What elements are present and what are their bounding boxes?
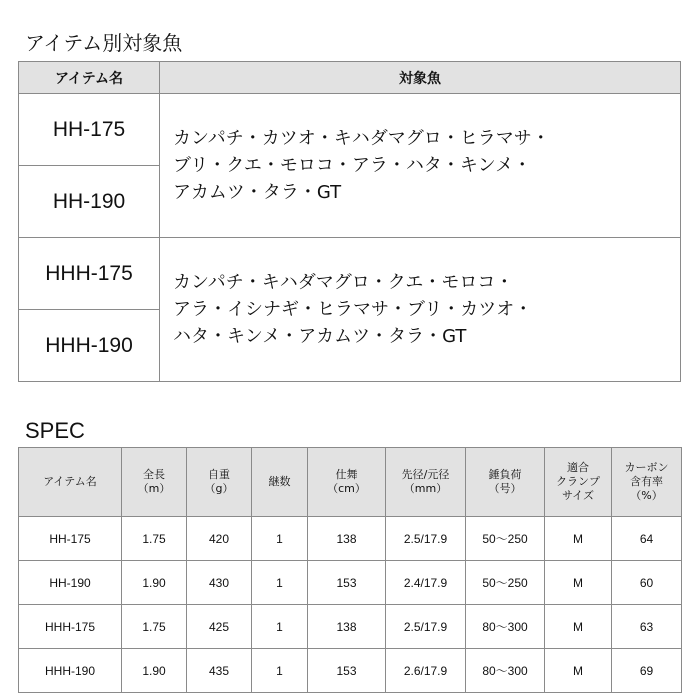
spec-cell-item-name: HHH-190 xyxy=(19,649,122,693)
spec-cell-sinker-load: 50～250 xyxy=(466,517,545,561)
spec-cell-sections: 1 xyxy=(252,561,308,605)
fish-line: カンパチ・キハダマグロ・クエ・モロコ・ xyxy=(173,272,514,293)
item-name-cell: HH-175 xyxy=(19,94,160,166)
spec-header-weight: 自重 （g） xyxy=(187,448,252,517)
spec-cell-tip-butt-diameter: 2.5/17.9 xyxy=(386,517,466,561)
spec-row xyxy=(19,605,682,649)
spec-cell-closed-length: 153 xyxy=(308,649,386,693)
spec-cell-closed-length: 153 xyxy=(308,561,386,605)
spec-cell-sections: 1 xyxy=(252,517,308,561)
target-fish-title: アイテム別対象魚 xyxy=(25,31,183,55)
item-name-cell: HH-190 xyxy=(19,166,160,238)
spec-cell-clamp-size: M xyxy=(545,605,612,649)
spec-table xyxy=(18,447,682,693)
spec-cell-length: 1.90 xyxy=(122,561,187,605)
spec-cell-tip-butt-diameter: 2.5/17.9 xyxy=(386,605,466,649)
fish-line: カンパチ・カツオ・キハダマグロ・ヒラマサ・ xyxy=(173,128,550,149)
spec-cell-sinker-load: 80～300 xyxy=(466,649,545,693)
spec-header-tip-butt-diameter: 先径/元径 （mm） xyxy=(386,448,466,517)
spec-cell-item-name: HHH-175 xyxy=(19,605,122,649)
spec-row xyxy=(19,561,682,605)
spec-cell-sinker-load: 50～250 xyxy=(466,561,545,605)
table-row xyxy=(19,94,681,166)
spec-cell-clamp-size: M xyxy=(545,561,612,605)
spec-header-item-name: アイテム名 xyxy=(19,448,122,517)
table-header-row xyxy=(19,62,681,94)
spec-cell-carbon-content: 69 xyxy=(612,649,682,693)
spec-header-closed-length: 仕舞 （cm） xyxy=(308,448,386,517)
fish-line: アカムツ・タラ・GT xyxy=(173,182,342,203)
fish-line: ブリ・クエ・モロコ・アラ・ハタ・キンメ・ xyxy=(173,155,532,176)
spec-cell-tip-butt-diameter: 2.4/17.9 xyxy=(386,561,466,605)
spec-cell-closed-length: 138 xyxy=(308,517,386,561)
spec-cell-tip-butt-diameter: 2.6/17.9 xyxy=(386,649,466,693)
spec-cell-sections: 1 xyxy=(252,649,308,693)
spec-cell-weight: 435 xyxy=(187,649,252,693)
spec-cell-length: 1.90 xyxy=(122,649,187,693)
spec-cell-clamp-size: M xyxy=(545,649,612,693)
spec-cell-carbon-content: 60 xyxy=(612,561,682,605)
spec-cell-item-name: HH-190 xyxy=(19,561,122,605)
spec-cell-sections: 1 xyxy=(252,605,308,649)
spec-row xyxy=(19,649,682,693)
spec-cell-carbon-content: 63 xyxy=(612,605,682,649)
spec-header-row xyxy=(19,448,682,517)
fish-line: ハタ・キンメ・アカムツ・タラ・GT xyxy=(173,326,467,347)
spec-cell-weight: 430 xyxy=(187,561,252,605)
spec-cell-closed-length: 138 xyxy=(308,605,386,649)
spec-cell-carbon-content: 64 xyxy=(612,517,682,561)
target-fish-cell xyxy=(160,94,681,238)
table-row xyxy=(19,238,681,310)
spec-cell-weight: 425 xyxy=(187,605,252,649)
spec-title: SPEC xyxy=(25,418,85,443)
spec-cell-length: 1.75 xyxy=(122,517,187,561)
spec-header-clamp-size: 適合 クランプ サイズ xyxy=(545,448,612,517)
header-target-fish: 対象魚 xyxy=(160,62,681,94)
target-fish-cell xyxy=(160,238,681,382)
target-fish-table xyxy=(18,61,681,382)
fish-line: アラ・イシナギ・ヒラマサ・ブリ・カツオ・ xyxy=(173,299,533,320)
spec-cell-clamp-size: M xyxy=(545,517,612,561)
spec-cell-weight: 420 xyxy=(187,517,252,561)
header-item-name: アイテム名 xyxy=(19,62,160,94)
spec-header-sinker-load: 錘負荷 （号） xyxy=(466,448,545,517)
spec-cell-item-name: HH-175 xyxy=(19,517,122,561)
item-name-cell: HHH-175 xyxy=(19,238,160,310)
spec-cell-sinker-load: 80～300 xyxy=(466,605,545,649)
spec-header-carbon-content: カーボン 含有率 （%） xyxy=(612,448,682,517)
item-name-cell: HHH-190 xyxy=(19,310,160,382)
spec-header-sections: 継数 xyxy=(252,448,308,517)
spec-row xyxy=(19,517,682,561)
spec-header-length: 全長 （m） xyxy=(122,448,187,517)
spec-cell-length: 1.75 xyxy=(122,605,187,649)
